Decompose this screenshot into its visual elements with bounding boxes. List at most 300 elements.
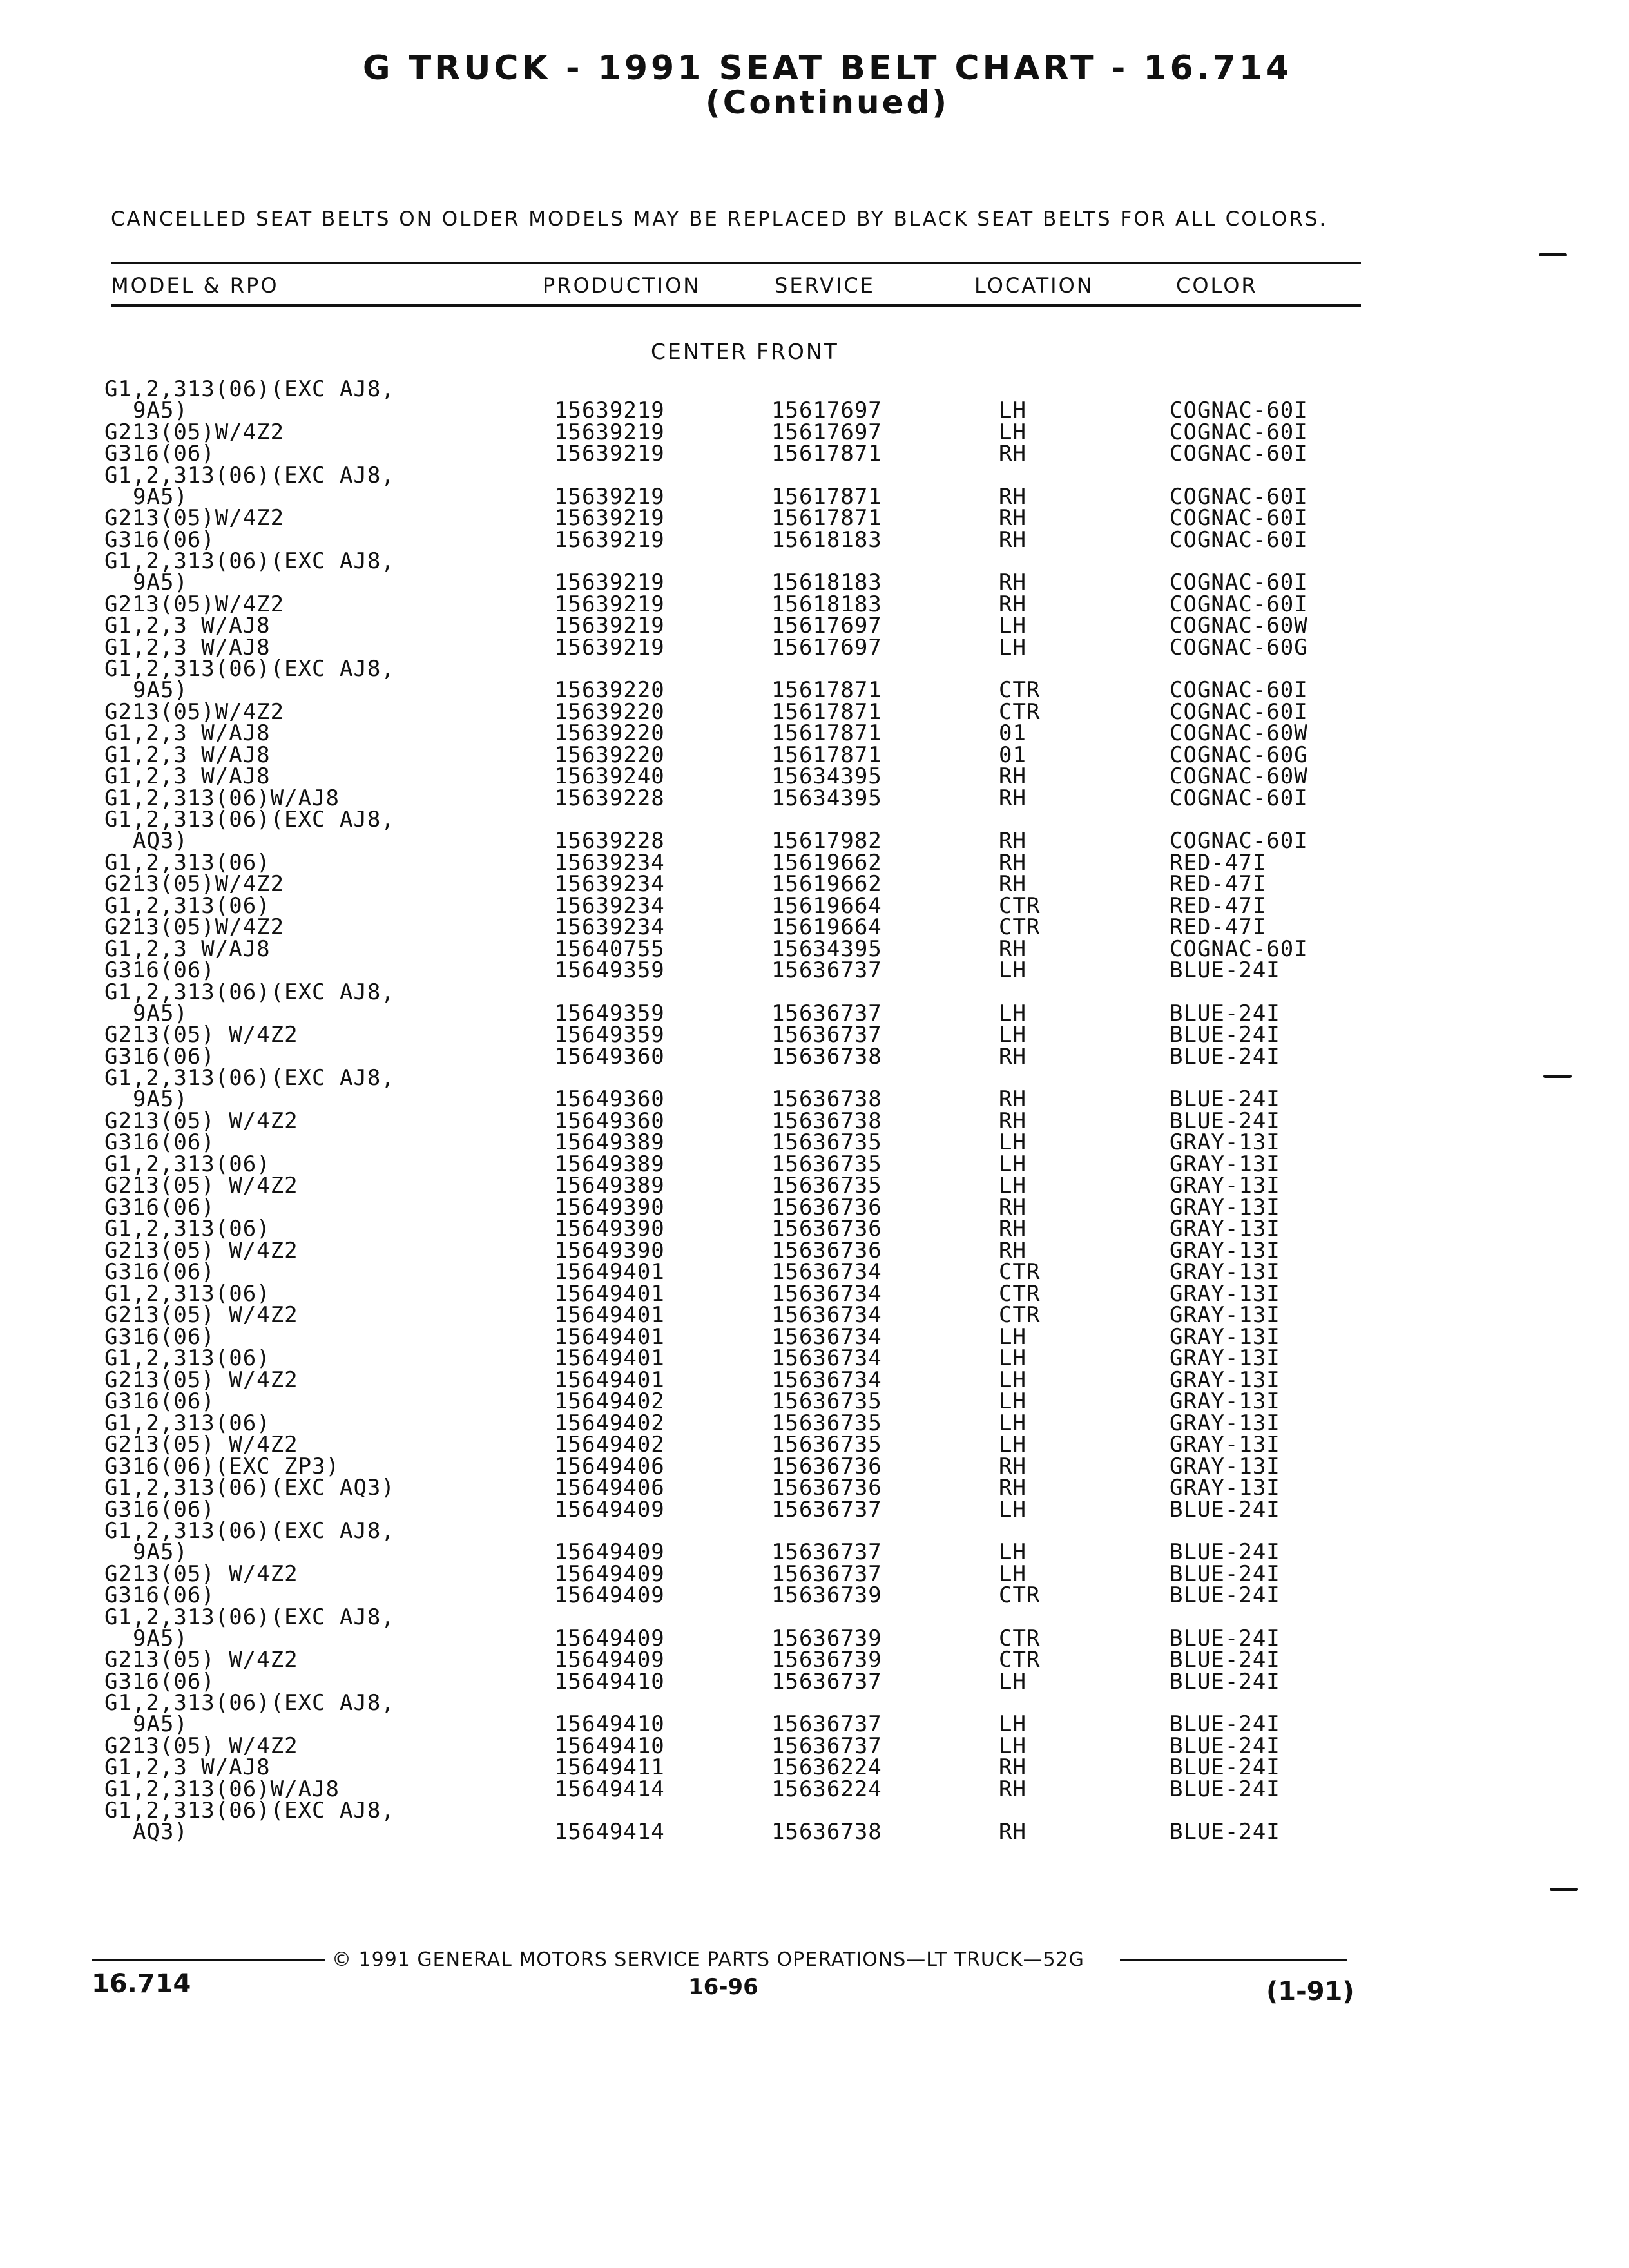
location-cell: CTR — [999, 1582, 1041, 1608]
color-cell: COGNAC-60I — [1170, 419, 1308, 445]
production-part-cell: 15639219 — [554, 441, 665, 466]
location-cell: LH — [999, 1539, 1027, 1565]
model-rpo-cell: G1,2,313(06) — [104, 892, 271, 919]
table-row — [0, 1582, 1629, 1608]
service-part-cell: 15617697 — [771, 398, 882, 423]
table-row — [0, 1561, 1629, 1587]
color-cell: GRAY-13I — [1170, 1367, 1280, 1393]
production-part-cell: 15649409 — [554, 1625, 665, 1651]
production-part-cell: 15649409 — [554, 1539, 665, 1565]
location-cell: CTR — [999, 892, 1041, 919]
location-cell: RH — [999, 1216, 1027, 1242]
location-cell: RH — [999, 1237, 1027, 1264]
location-cell: RH — [999, 828, 1027, 854]
table-row — [0, 766, 1629, 788]
model-rpo-cell: G316(06) — [104, 1043, 215, 1070]
table-row — [0, 1367, 1629, 1393]
page-title: G TRUCK - 1991 SEAT BELT CHART - 16.714 — [362, 49, 1293, 88]
production-part-cell: 15649409 — [554, 1561, 665, 1587]
service-part-cell: 15619662 — [771, 871, 882, 897]
location-cell: CTR — [999, 1280, 1041, 1307]
table-row — [0, 615, 1629, 637]
table-row — [0, 1453, 1629, 1479]
table-row — [0, 1194, 1629, 1220]
table-row — [0, 1175, 1629, 1197]
production-part-cell: 15649402 — [554, 1410, 665, 1436]
margin-mark — [1543, 1075, 1572, 1078]
model-rpo-cell: G1,2,313(06) — [104, 849, 271, 876]
color-cell: GRAY-13I — [1170, 1216, 1280, 1242]
footer-date-code: (1-91) — [1266, 1977, 1354, 2006]
color-cell: GRAY-13I — [1170, 1323, 1280, 1350]
model-rpo-cell: G213(05) W/4Z2 — [104, 1647, 298, 1673]
color-cell: BLUE-24I — [1170, 1561, 1280, 1587]
model-rpo-continuation: 9A5) — [133, 398, 188, 423]
service-part-cell: 15618183 — [771, 526, 882, 553]
margin-mark — [1539, 253, 1567, 256]
service-part-cell: 15636737 — [771, 1000, 882, 1026]
color-cell: COGNAC-60I — [1170, 698, 1308, 725]
service-part-cell: 15636738 — [771, 1043, 882, 1070]
model-rpo-cell: G316(06) — [104, 957, 215, 983]
header-top-rule — [111, 262, 1361, 264]
location-cell: RH — [999, 1754, 1027, 1780]
table-row — [0, 979, 1629, 1026]
production-part-cell: 15649389 — [554, 1129, 665, 1155]
model-rpo-continuation: 9A5) — [133, 1711, 188, 1737]
color-cell: BLUE-24I — [1170, 1108, 1280, 1134]
color-cell: GRAY-13I — [1170, 1453, 1280, 1479]
service-part-cell: 15636735 — [771, 1151, 882, 1177]
model-rpo-cell: G1,2,313(06)(EXC AJ8, — [104, 462, 395, 488]
color-cell: COGNAC-60I — [1170, 505, 1308, 531]
color-cell: COGNAC-60W — [1170, 720, 1308, 746]
footer-copyright: © 1991 GENERAL MOTORS SERVICE PARTS OPERATIONS—LT TRUCK—52G — [332, 1948, 1084, 1971]
color-cell: COGNAC-60I — [1170, 936, 1308, 962]
production-part-cell: 15649401 — [554, 1345, 665, 1371]
model-rpo-cell: G1,2,313(06)(EXC AJ8, — [104, 548, 395, 574]
model-rpo-cell: G1,2,313(06) — [104, 1345, 271, 1371]
service-part-cell: 15619664 — [771, 914, 882, 940]
service-part-cell: 15636738 — [771, 1086, 882, 1112]
service-part-cell: 15617871 — [771, 441, 882, 466]
model-rpo-cell: G213(05)W/4Z2 — [104, 914, 285, 940]
production-part-cell: 15649406 — [554, 1475, 665, 1501]
location-cell: LH — [999, 957, 1027, 983]
table-row — [0, 914, 1629, 940]
model-rpo-cell: G1,2,3 W/AJ8 — [104, 720, 271, 746]
production-part-cell: 15649409 — [554, 1582, 665, 1608]
table-row — [0, 1410, 1629, 1436]
production-part-cell: 15649359 — [554, 1000, 665, 1026]
model-rpo-cell: G316(06) — [104, 1194, 215, 1220]
service-part-cell: 15636734 — [771, 1323, 882, 1350]
production-part-cell: 15649389 — [554, 1151, 665, 1177]
color-cell: GRAY-13I — [1170, 1410, 1280, 1436]
location-cell: 01 — [999, 742, 1027, 768]
header-bottom-rule — [111, 304, 1361, 307]
table-row — [0, 936, 1629, 962]
location-cell: LH — [999, 634, 1027, 660]
service-part-cell: 15634395 — [771, 785, 882, 811]
service-part-cell: 15617697 — [771, 613, 882, 639]
service-part-cell: 15619664 — [771, 892, 882, 919]
color-cell: BLUE-24I — [1170, 957, 1280, 983]
model-rpo-cell: G1,2,313(06)(EXC AJ8, — [104, 656, 395, 682]
table-row — [0, 1302, 1629, 1328]
color-cell: RED-47I — [1170, 871, 1267, 897]
table-row — [0, 1668, 1629, 1695]
table-row — [0, 809, 1629, 852]
location-cell: LH — [999, 398, 1027, 423]
location-cell: LH — [999, 1323, 1027, 1350]
production-part-cell: 15649360 — [554, 1086, 665, 1112]
production-part-cell: 15649414 — [554, 1776, 665, 1802]
location-cell: LH — [999, 1345, 1027, 1371]
production-part-cell: 15649409 — [554, 1496, 665, 1523]
model-rpo-continuation: 9A5) — [133, 1539, 188, 1565]
model-rpo-cell: G213(05) W/4Z2 — [104, 1237, 298, 1264]
location-cell: RH — [999, 936, 1027, 962]
table-row — [0, 892, 1629, 919]
color-cell: BLUE-24I — [1170, 1022, 1280, 1048]
service-part-cell: 15634395 — [771, 936, 882, 962]
table-row — [0, 742, 1629, 768]
service-part-cell: 15636735 — [771, 1432, 882, 1457]
service-part-cell: 15617982 — [771, 828, 882, 854]
production-part-cell: 15649359 — [554, 957, 665, 983]
table-row — [0, 1151, 1629, 1177]
production-part-cell: 15649410 — [554, 1668, 665, 1695]
color-cell: COGNAC-60G — [1170, 742, 1308, 768]
seat-belt-table — [0, 376, 1629, 1845]
service-part-cell: 15636739 — [771, 1647, 882, 1673]
location-cell: LH — [999, 1389, 1027, 1414]
column-header-location: LOCATION — [974, 273, 1094, 298]
table-row — [0, 1477, 1629, 1499]
color-cell: GRAY-13I — [1170, 1194, 1280, 1220]
production-part-cell: 15649409 — [554, 1647, 665, 1673]
model-rpo-cell: G213(05) W/4Z2 — [104, 1108, 298, 1134]
model-rpo-cell: G1,2,3 W/AJ8 — [104, 936, 271, 962]
color-cell: BLUE-24I — [1170, 1539, 1280, 1565]
service-part-cell: 15617871 — [771, 483, 882, 510]
model-rpo-cell: G213(05) W/4Z2 — [104, 1367, 298, 1393]
location-cell: RH — [999, 570, 1027, 595]
service-part-cell: 15636735 — [771, 1129, 882, 1155]
table-row — [0, 1800, 1629, 1843]
color-cell: BLUE-24I — [1170, 1496, 1280, 1523]
model-rpo-cell: G316(06) — [104, 441, 215, 466]
color-cell: COGNAC-60I — [1170, 785, 1308, 811]
model-rpo-continuation: 9A5) — [133, 1000, 188, 1026]
location-cell: RH — [999, 1475, 1027, 1501]
model-rpo-cell: G213(05) W/4Z2 — [104, 1022, 298, 1048]
model-rpo-cell: G1,2,3 W/AJ8 — [104, 742, 271, 768]
color-cell: BLUE-24I — [1170, 1625, 1280, 1651]
service-part-cell: 15618183 — [771, 591, 882, 617]
production-part-cell: 15639220 — [554, 677, 665, 703]
production-part-cell: 15649360 — [554, 1108, 665, 1134]
table-row — [0, 548, 1629, 595]
production-part-cell: 15649390 — [554, 1237, 665, 1264]
model-rpo-cell: G1,2,313(06) — [104, 1151, 271, 1177]
location-cell: RH — [999, 849, 1027, 876]
model-rpo-continuation: AQ3) — [133, 828, 188, 854]
production-part-cell: 15639234 — [554, 871, 665, 897]
footer-section-number: 16.714 — [92, 1969, 191, 1999]
location-cell: CTR — [999, 1647, 1041, 1673]
model-rpo-cell: G1,2,313(06) — [104, 1216, 271, 1242]
model-rpo-cell: G1,2,313(06)(EXC AJ8, — [104, 979, 395, 1005]
model-rpo-cell: G1,2,313(06) — [104, 1410, 271, 1436]
table-row — [0, 1391, 1629, 1413]
model-rpo-cell: G316(06) — [104, 1323, 215, 1350]
production-part-cell: 15649401 — [554, 1280, 665, 1307]
service-part-cell: 15636224 — [771, 1754, 882, 1780]
location-cell: RH — [999, 1043, 1027, 1070]
table-row — [0, 1108, 1629, 1134]
service-part-cell: 15636738 — [771, 1108, 882, 1134]
production-part-cell: 15639220 — [554, 720, 665, 746]
service-part-cell: 15636736 — [771, 1237, 882, 1264]
model-rpo-cell: G213(05) W/4Z2 — [104, 1302, 298, 1328]
location-cell: LH — [999, 1561, 1027, 1587]
location-cell: RH — [999, 1776, 1027, 1802]
table-row — [0, 785, 1629, 811]
service-part-cell: 15636737 — [771, 1539, 882, 1565]
color-cell: BLUE-24I — [1170, 1086, 1280, 1112]
table-row — [0, 1259, 1629, 1285]
column-header-color: COLOR — [1176, 273, 1258, 298]
model-rpo-cell: G316(06) — [104, 1129, 215, 1155]
production-part-cell: 15649402 — [554, 1432, 665, 1457]
table-row — [0, 1518, 1629, 1565]
color-cell: GRAY-13I — [1170, 1237, 1280, 1264]
service-part-cell: 15636739 — [771, 1582, 882, 1608]
location-cell: LH — [999, 613, 1027, 639]
service-part-cell: 15636736 — [771, 1216, 882, 1242]
table-row — [0, 1323, 1629, 1350]
production-part-cell: 15639219 — [554, 591, 665, 617]
model-rpo-cell: G213(05)W/4Z2 — [104, 419, 285, 445]
service-part-cell: 15636738 — [771, 1819, 882, 1845]
production-part-cell: 15639219 — [554, 505, 665, 531]
table-row — [0, 849, 1629, 876]
table-row — [0, 1690, 1629, 1737]
color-cell: BLUE-24I — [1170, 1754, 1280, 1780]
model-rpo-cell: G213(05) W/4Z2 — [104, 1733, 298, 1759]
color-cell: BLUE-24I — [1170, 1647, 1280, 1673]
table-row — [0, 1043, 1629, 1070]
color-cell: GRAY-13I — [1170, 1280, 1280, 1307]
color-cell: COGNAC-60I — [1170, 828, 1308, 854]
color-cell: GRAY-13I — [1170, 1432, 1280, 1457]
model-rpo-cell: G316(06) — [104, 1259, 215, 1285]
model-rpo-cell: G316(06) — [104, 1668, 215, 1695]
service-part-cell: 15636735 — [771, 1410, 882, 1436]
production-part-cell: 15639219 — [554, 419, 665, 445]
location-cell: LH — [999, 1711, 1027, 1737]
model-rpo-cell: G316(06)(EXC ZP3) — [104, 1453, 340, 1479]
color-cell: BLUE-24I — [1170, 1776, 1280, 1802]
color-cell: BLUE-24I — [1170, 1819, 1280, 1845]
location-cell: CTR — [999, 1259, 1041, 1285]
production-part-cell: 15639220 — [554, 742, 665, 768]
service-part-cell: 15636736 — [771, 1194, 882, 1220]
model-rpo-continuation: 9A5) — [133, 570, 188, 595]
location-cell: RH — [999, 764, 1027, 789]
color-cell: GRAY-13I — [1170, 1259, 1280, 1285]
service-part-cell: 15636734 — [771, 1367, 882, 1393]
service-part-cell: 15636734 — [771, 1259, 882, 1285]
table-row — [0, 957, 1629, 983]
table-row — [0, 1237, 1629, 1264]
production-part-cell: 15639240 — [554, 764, 665, 789]
location-cell: RH — [999, 526, 1027, 553]
location-cell: RH — [999, 1108, 1027, 1134]
service-part-cell: 15636224 — [771, 1776, 882, 1802]
table-row — [0, 1649, 1629, 1671]
color-cell: COGNAC-60I — [1170, 483, 1308, 510]
production-part-cell: 15649360 — [554, 1043, 665, 1070]
model-rpo-cell: G213(05)W/4Z2 — [104, 698, 285, 725]
model-rpo-continuation: AQ3) — [133, 1819, 188, 1845]
production-part-cell: 15649401 — [554, 1367, 665, 1393]
production-part-cell: 15639228 — [554, 828, 665, 854]
table-row — [0, 720, 1629, 746]
table-row — [0, 1776, 1629, 1802]
model-rpo-cell: G316(06) — [104, 1389, 215, 1414]
production-part-cell: 15639219 — [554, 483, 665, 510]
location-cell: RH — [999, 505, 1027, 531]
model-rpo-cell: G1,2,3 W/AJ8 — [104, 613, 271, 639]
location-cell: RH — [999, 483, 1027, 510]
service-part-cell: 15636736 — [771, 1453, 882, 1479]
production-part-cell: 15649414 — [554, 1819, 665, 1845]
model-rpo-continuation: 9A5) — [133, 1086, 188, 1112]
color-cell: BLUE-24I — [1170, 1733, 1280, 1759]
color-cell: COGNAC-60I — [1170, 677, 1308, 703]
color-cell: COGNAC-60W — [1170, 613, 1308, 639]
color-cell: COGNAC-60I — [1170, 526, 1308, 553]
footer-rule-left — [92, 1959, 325, 1961]
service-part-cell: 15619662 — [771, 849, 882, 876]
color-cell: GRAY-13I — [1170, 1302, 1280, 1328]
service-part-cell: 15636737 — [771, 957, 882, 983]
service-part-cell: 15617871 — [771, 677, 882, 703]
table-row — [0, 1604, 1629, 1651]
model-rpo-cell: G1,2,3 W/AJ8 — [104, 764, 271, 789]
page-subtitle: (Continued) — [705, 84, 950, 121]
production-part-cell: 15639234 — [554, 892, 665, 919]
model-rpo-cell: G1,2,3 W/AJ8 — [104, 634, 271, 660]
production-part-cell: 15649389 — [554, 1173, 665, 1198]
color-cell: COGNAC-60I — [1170, 398, 1308, 423]
location-cell: RH — [999, 1194, 1027, 1220]
color-cell: COGNAC-60W — [1170, 764, 1308, 789]
location-cell: LH — [999, 1410, 1027, 1436]
location-cell: LH — [999, 1173, 1027, 1198]
location-cell: RH — [999, 591, 1027, 617]
location-cell: 01 — [999, 720, 1027, 746]
service-part-cell: 15636735 — [771, 1173, 882, 1198]
model-rpo-continuation: 9A5) — [133, 483, 188, 510]
production-part-cell: 15649406 — [554, 1453, 665, 1479]
table-row — [0, 1434, 1629, 1456]
column-header-production: PRODUCTION — [543, 273, 701, 298]
table-row — [0, 376, 1629, 423]
production-part-cell: 15639219 — [554, 570, 665, 595]
model-rpo-cell: G316(06) — [104, 1582, 215, 1608]
service-part-cell: 15636737 — [771, 1022, 882, 1048]
color-cell: GRAY-13I — [1170, 1475, 1280, 1501]
service-part-cell: 15636737 — [771, 1496, 882, 1523]
model-rpo-continuation: 9A5) — [133, 677, 188, 703]
color-cell: BLUE-24I — [1170, 1668, 1280, 1695]
location-cell: CTR — [999, 1625, 1041, 1651]
production-part-cell: 15649401 — [554, 1259, 665, 1285]
model-rpo-cell: G1,2,313(06)W/AJ8 — [104, 1776, 340, 1802]
location-cell: CTR — [999, 914, 1041, 940]
production-part-cell: 15639219 — [554, 613, 665, 639]
table-row — [0, 443, 1629, 465]
table-row — [0, 1065, 1629, 1112]
model-rpo-cell: G213(05) W/4Z2 — [104, 1173, 298, 1198]
production-part-cell: 15639220 — [554, 698, 665, 725]
color-cell: RED-47I — [1170, 849, 1267, 876]
model-rpo-cell: G213(05)W/4Z2 — [104, 591, 285, 617]
service-part-cell: 15636737 — [771, 1561, 882, 1587]
location-cell: CTR — [999, 1302, 1041, 1328]
model-rpo-cell: G1,2,313(06)W/AJ8 — [104, 785, 340, 811]
production-part-cell: 15649359 — [554, 1022, 665, 1048]
model-rpo-cell: G213(05) W/4Z2 — [104, 1561, 298, 1587]
table-row — [0, 591, 1629, 617]
table-row — [0, 1024, 1629, 1046]
table-row — [0, 871, 1629, 897]
service-part-cell: 15636737 — [771, 1733, 882, 1759]
production-part-cell: 15649410 — [554, 1711, 665, 1737]
production-part-cell: 15639234 — [554, 914, 665, 940]
production-part-cell: 15639219 — [554, 398, 665, 423]
table-row — [0, 419, 1629, 445]
model-rpo-cell: G1,2,313(06)(EXC AQ3) — [104, 1475, 395, 1501]
production-part-cell: 15649401 — [554, 1302, 665, 1328]
table-row — [0, 526, 1629, 553]
table-row — [0, 505, 1629, 531]
table-row — [0, 1345, 1629, 1371]
service-part-cell: 15617871 — [771, 698, 882, 725]
location-cell: LH — [999, 1367, 1027, 1393]
production-part-cell: 15649410 — [554, 1733, 665, 1759]
model-rpo-continuation: 9A5) — [133, 1625, 188, 1651]
color-cell: COGNAC-60G — [1170, 634, 1308, 660]
table-row — [0, 698, 1629, 725]
service-part-cell: 15617697 — [771, 419, 882, 445]
service-part-cell: 15617697 — [771, 634, 882, 660]
model-rpo-cell: G1,2,313(06)(EXC AJ8, — [104, 1690, 395, 1716]
location-cell: LH — [999, 1432, 1027, 1457]
model-rpo-cell: G1,2,313(06)(EXC AJ8, — [104, 1798, 395, 1823]
service-part-cell: 15636734 — [771, 1302, 882, 1328]
model-rpo-cell: G1,2,313(06)(EXC AJ8, — [104, 807, 395, 832]
service-part-cell: 15636735 — [771, 1389, 882, 1414]
color-cell: COGNAC-60I — [1170, 591, 1308, 617]
model-rpo-cell: G1,2,313(06)(EXC AJ8, — [104, 376, 395, 402]
production-part-cell: 15649401 — [554, 1323, 665, 1350]
replacement-note: CANCELLED SEAT BELTS ON OLDER MODELS MAY BE REPLACED BY BLACK SEAT BELTS FOR ALL COLORS. — [111, 207, 1328, 231]
